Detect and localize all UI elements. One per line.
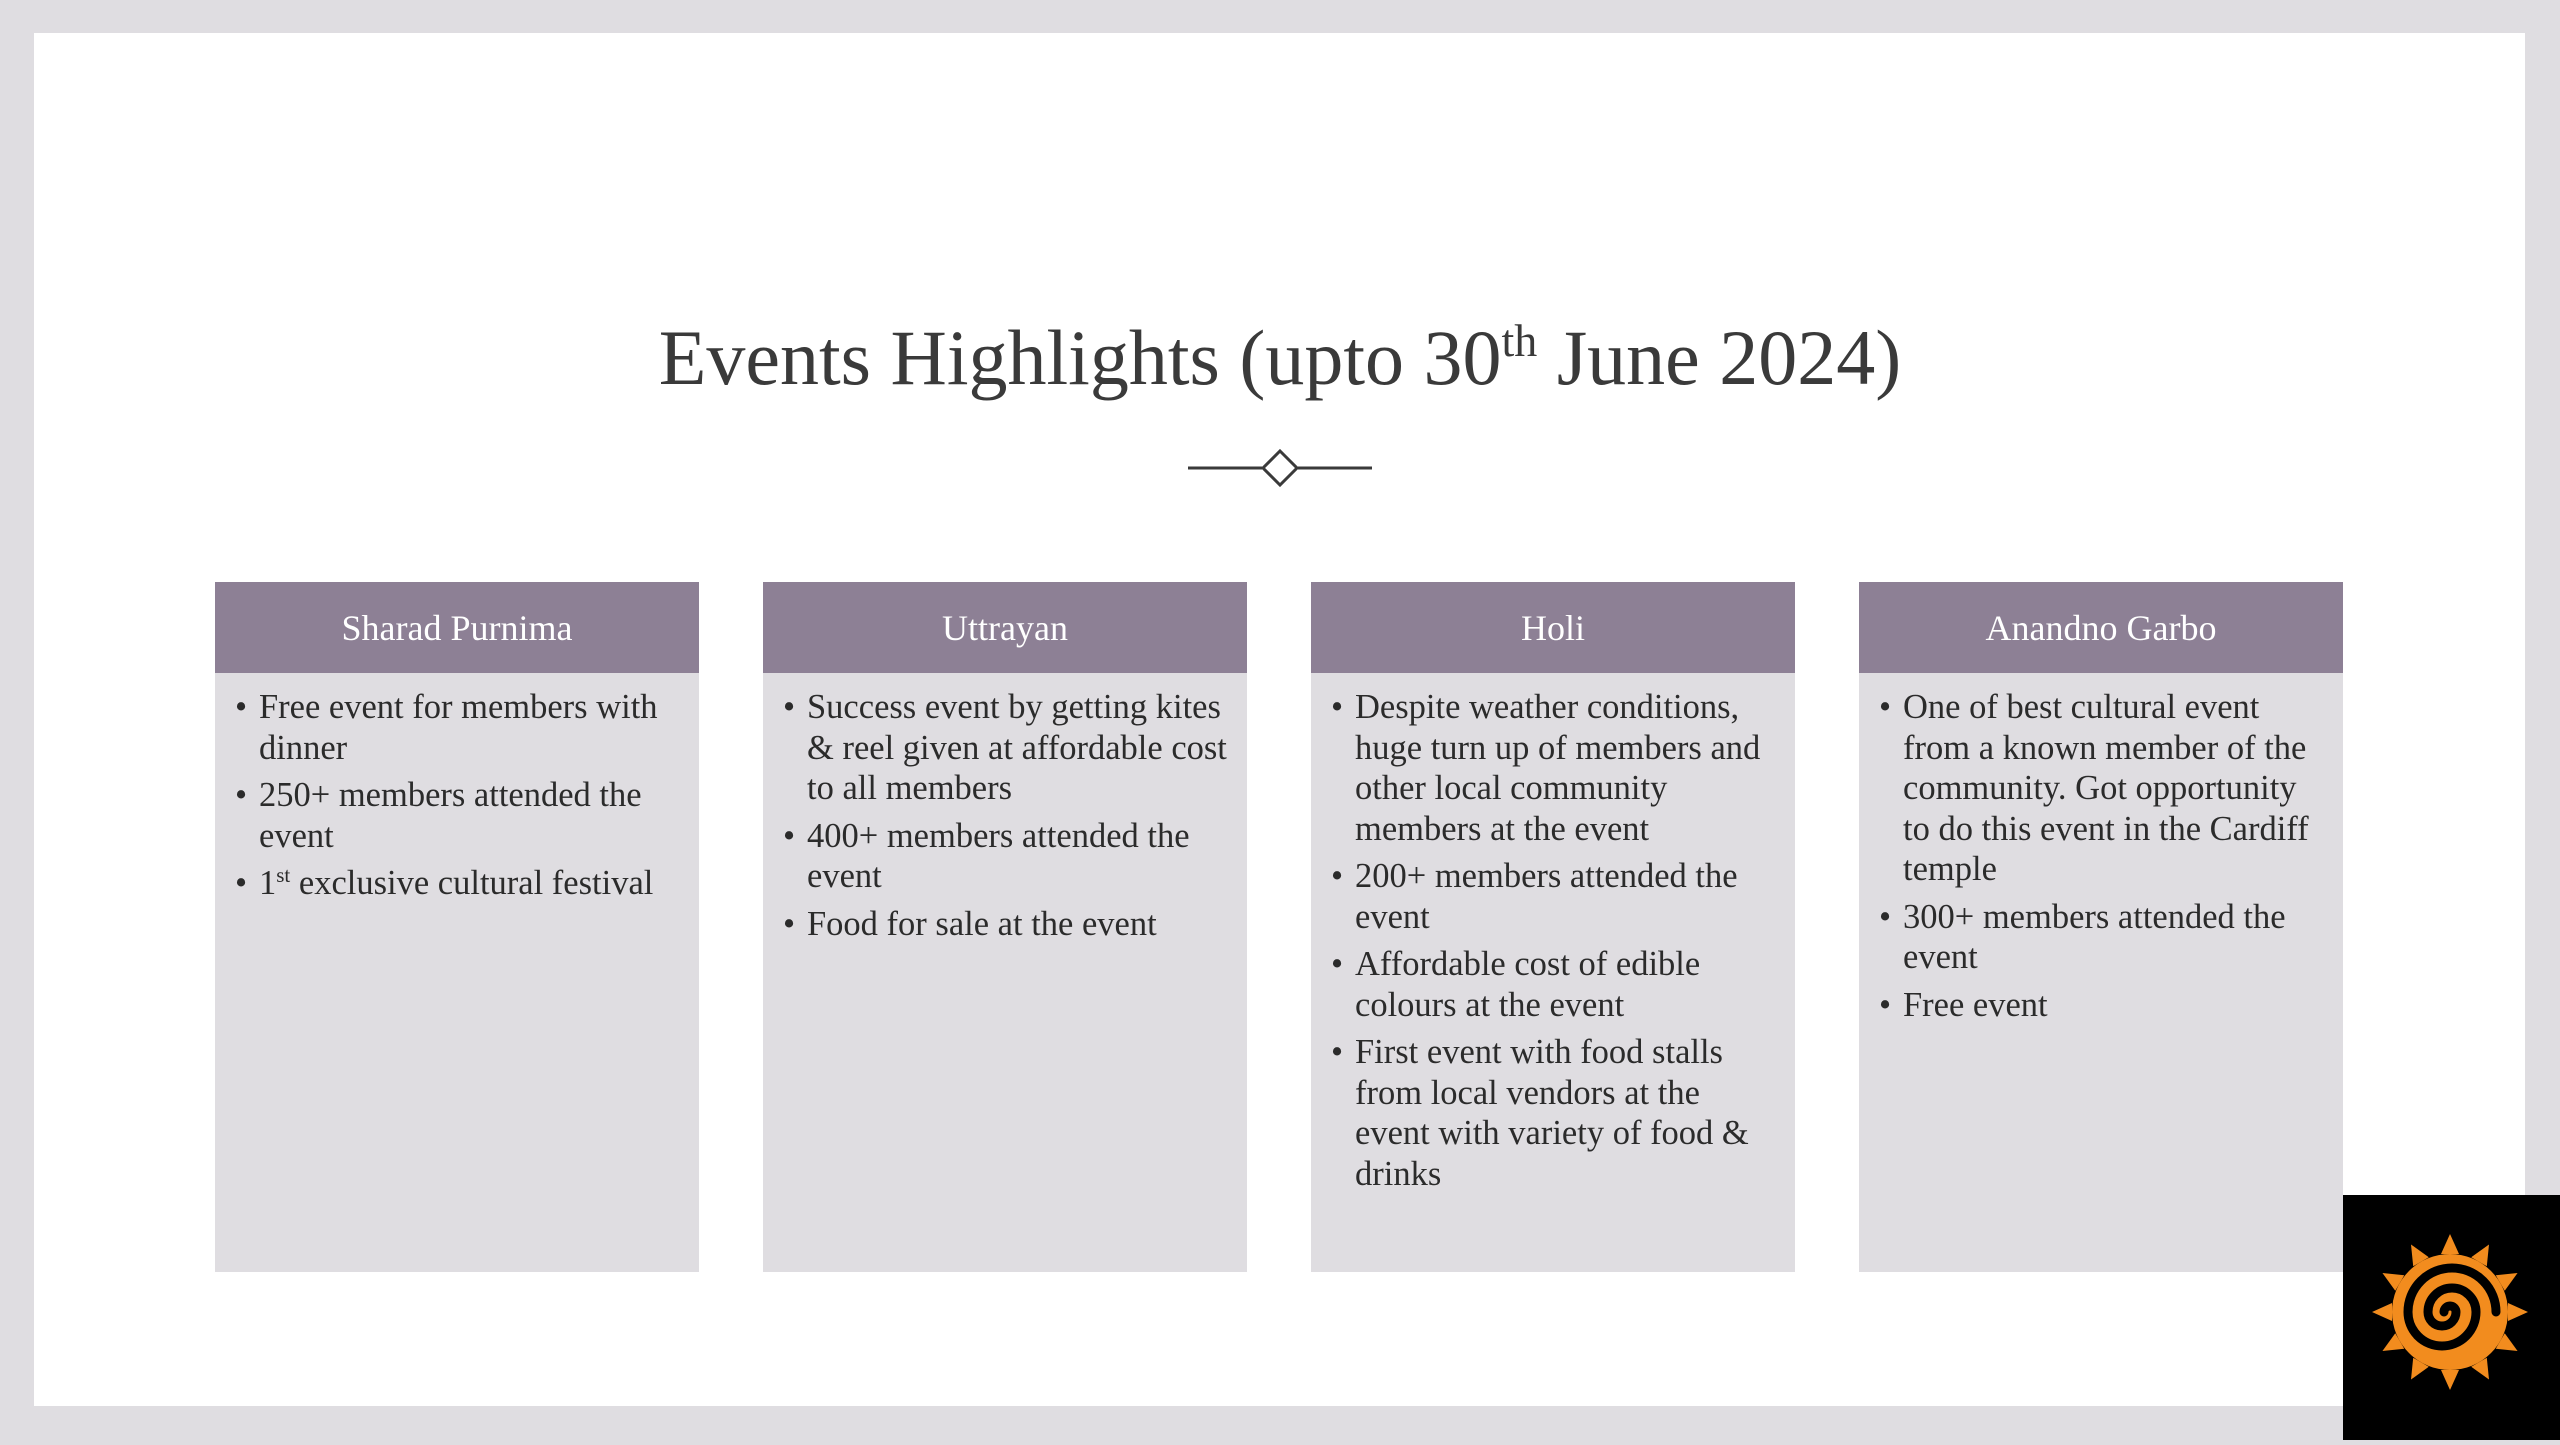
title-text-end: June 2024) — [1537, 314, 1902, 401]
bullet-item: • 200+ members attended the event — [1331, 856, 1777, 937]
title-superscript: th — [1501, 315, 1538, 366]
title-divider — [1188, 448, 1372, 488]
event-card-header: Anandno Garbo — [1859, 582, 2343, 673]
event-card-anandno-garbo — [1859, 582, 2343, 1272]
bullet-item: • Food for sale at the event — [783, 904, 1229, 945]
sun-spiral-icon — [2343, 1195, 2560, 1440]
bullet-item: • Despite weather conditions, huge turn up of members and other local community members at the event — [1331, 687, 1777, 849]
event-card-sharad-purnima — [215, 582, 699, 1272]
title-text: Events Highlights (upto 30 — [658, 314, 1502, 401]
event-bullet-list — [1311, 673, 1795, 1194]
sun-logo — [2343, 1195, 2560, 1440]
event-card-uttrayan — [763, 582, 1247, 1272]
slide-title — [0, 315, 2560, 401]
bullet-item: • Success event by getting kites & reel given at affordable cost to all members — [783, 687, 1229, 809]
bullet-item: • One of best cultural event from a known member of the community. Got opportunity to do this event in the Cardiff temple — [1879, 687, 2325, 890]
event-card-header: Uttrayan — [763, 582, 1247, 673]
bullet-item: • Free event — [1879, 985, 2325, 1026]
bullet-item: • 400+ members attended the event — [783, 816, 1229, 897]
bullet-item: • First event with food stalls from local vendors at the event with variety of food & drinks — [1331, 1032, 1777, 1194]
bullet-item — [235, 863, 681, 904]
bullet-item: • 250+ members attended the event — [235, 775, 681, 856]
event-bullet-list — [763, 673, 1247, 944]
event-card-header: Holi — [1311, 582, 1795, 673]
event-card-holi — [1311, 582, 1795, 1272]
bullet-item: • Free event for members with dinner — [235, 687, 681, 768]
bullet-item: • Affordable cost of edible colours at the event — [1331, 944, 1777, 1025]
event-bullet-list — [215, 673, 699, 904]
bullet-text: 1 — [259, 864, 277, 902]
bullet-text-end: exclusive cultural festival — [290, 864, 654, 902]
bullet-superscript: st — [276, 863, 291, 887]
event-card-header: Sharad Purnima — [215, 582, 699, 673]
event-bullet-list — [1859, 673, 2343, 1025]
bullet-item: • 300+ members attended the event — [1879, 897, 2325, 978]
